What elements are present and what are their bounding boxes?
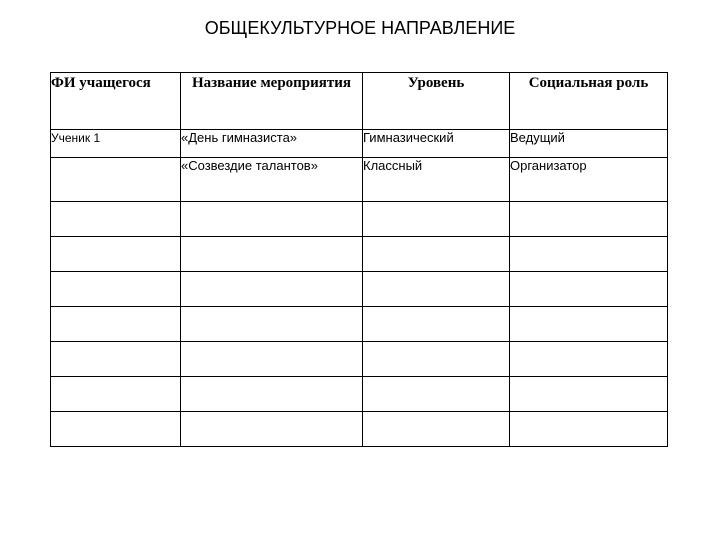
cell-role[interactable]	[510, 237, 668, 272]
cell-event[interactable]	[181, 307, 363, 342]
table-row	[51, 377, 668, 412]
cell-level[interactable]	[363, 307, 510, 342]
cell-role[interactable]	[510, 377, 668, 412]
cell-student[interactable]	[51, 158, 181, 202]
cell-role[interactable]	[510, 412, 668, 447]
header-event-name: Название мероприятия	[181, 73, 363, 130]
cell-event[interactable]	[181, 412, 363, 447]
cell-level[interactable]	[363, 272, 510, 307]
activity-table	[50, 72, 668, 447]
cell-level[interactable]	[363, 342, 510, 377]
cell-event[interactable]	[181, 272, 363, 307]
cell-level[interactable]	[363, 202, 510, 237]
header-level: Уровень	[363, 73, 510, 130]
cell-student[interactable]: Ученик 1	[51, 130, 181, 158]
cell-role[interactable]	[510, 272, 668, 307]
table-row	[51, 272, 668, 307]
cell-role[interactable]: Ведущий	[510, 130, 668, 158]
table-row	[51, 202, 668, 237]
cell-student[interactable]	[51, 272, 181, 307]
cell-event[interactable]: «Созвездие талантов»	[181, 158, 363, 202]
cell-event[interactable]	[181, 377, 363, 412]
cell-level[interactable]: Гимназический	[363, 130, 510, 158]
cell-role[interactable]	[510, 202, 668, 237]
cell-level[interactable]: Классный	[363, 158, 510, 202]
table-row	[51, 412, 668, 447]
cell-event[interactable]	[181, 202, 363, 237]
cell-student[interactable]	[51, 342, 181, 377]
cell-student[interactable]	[51, 307, 181, 342]
table-row	[51, 237, 668, 272]
table-header-row	[51, 73, 668, 130]
cell-level[interactable]	[363, 237, 510, 272]
cell-role[interactable]	[510, 342, 668, 377]
cell-event[interactable]: «День гимназиста»	[181, 130, 363, 158]
page-title: ОБЩЕКУЛЬТУРНОЕ НАПРАВЛЕНИЕ	[204, 18, 516, 38]
table-row	[51, 130, 668, 158]
cell-level[interactable]	[363, 377, 510, 412]
cell-level[interactable]	[363, 412, 510, 447]
header-student: ФИ учащегося	[51, 73, 181, 130]
cell-student[interactable]	[51, 237, 181, 272]
table-row	[51, 307, 668, 342]
table-row	[51, 158, 668, 202]
cell-role[interactable]	[510, 307, 668, 342]
cell-student[interactable]	[51, 412, 181, 447]
cell-event[interactable]	[181, 342, 363, 377]
header-social-role: Социальная роль	[510, 73, 668, 130]
cell-event[interactable]	[181, 237, 363, 272]
table-row	[51, 342, 668, 377]
cell-role[interactable]: Организатор	[510, 158, 668, 202]
cell-student[interactable]	[51, 202, 181, 237]
cell-student[interactable]	[51, 377, 181, 412]
